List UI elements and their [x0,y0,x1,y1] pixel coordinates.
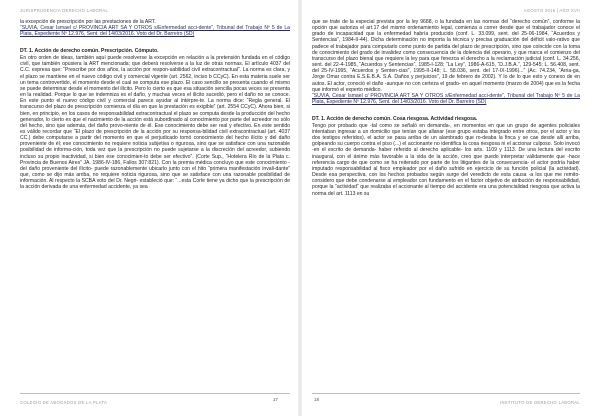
page-number: 18 [314,397,320,402]
section-heading: DT. 1. Acción de derecho común. Prescripción. Cómputo. [20,48,159,55]
page-number: 17 [272,397,278,402]
body-paragraph: Tengo por probado que -tal como se señaló en demanda-, en momentos en que un grupo de agentes policiales intentaban ingresar a un domicilio que tenían que allanar (ese grupo estaba integrado entre otros, por el actor y los dos testigos referidos), el actor se pasa arriba de un alambrado que ro-deaba la finca y se cae desde allí arriba, golpeando su cuerpo contra el piso (...) el accionante no identifica la cosa riesgosa ni el accionar culposo. Solo invocó -en el escrito de demanda- haber referido al derecho aplicable- los arts. 1109 y 1113. De una lectura del escrito inaugural, con el ánimo más favorable a la vida de la acción, creo que puedo interpretar válidamente que -hace referencia cargo de que como se ha reiterado por parte de los litigantes de la consecuencia- el actor podría haber imputado responsabilidad al fisco empleador por el daño sufrido en ejercicio de su función policial (la actividad). Desde esa perspectiva, con los hechos probados según surge del veredicto de esta causa -a los que me remito- considero que debe condenarse al empleador con fundamento en el factor objetivo de atribución de responsabilidad, porque la “actividad” que realizaba el accionante al tiempo del accidente era una potencialidad riesgosa que activa la norma del art. 1113 en su [312,122,580,197]
footer-rule [312,393,580,394]
case-citation: “SUVIA, Cesar Ismael c/ PROVINCIA ART SA Y OTROS s/Enfermedad acci-dente”, Tribunal del Trabajo Nº 5 de La Plata, Expediente Nº 12.976, Sent. del 14/03/2016. Voto del Dr. Barreiro (SD) [20,25,290,38]
page-footer: INSTITUTO DE DERECHO LABORAL [500,400,580,405]
case-citation: “SUVIA, Cesar Ismael c/ PROVINCIA ART SA Y OTROS s/Enfermedad acci-dente”, Tribunal del Trabajo Nº 5 de La Plata, Expediente Nº 12.976, Sent. del 14/03/2016. Voto del Dr. Barreiro (SD) [312,92,580,106]
right-page [300,0,600,416]
running-head: AGOSTO 2016 | AÑO XVII [523,8,580,13]
body-paragraph: que se trate de la especial prevista por la ley 9688, o la fundada en las normas del “derecho común”, conforme la opción que autoriza el art.17 del mismo ordenamiento legal, comienza a correr desde que el trabajador conoce el grado de incapacidad que la enfermedad habría producido (conf. L. 33.099, sent. del 25-06-1984, “Acuerdos y Sentencias”, 1984-II-44). Dicha determinación no importa la técnica y precisa graduación del déficit valo-rativo que padece el trabajador para computarlo como punto de partida del plazo de prescripción, sino que coincide con la toma de conocimiento del grado de invalidez como consecuencia de la dolencia del operario, y que marca el comienzo del transcurso del plazo bienal que requiere la ley para que fenezca el derecho a la reclamación judicial (conf. L. 34.256, sent. del 22-4-1985, “Acuerdos y Sentencias”, 1985-I-128; “La Ley”, 1986-A-615, “D.J.B.A.”, 129-545; L. 56.408, sent. del 25-IV-1995, “Acuerdos y Senten-cias”, 1995-II-148; L. 58.036, sent. del 17-IX-1996)...” (Ac. 74.234, “Arria-ga, Jorge Omar contra E.S.E.B.A. S.A. Daños y perjuicios”, 19 de febrero de 2002). Y lo de lo que esto y conexo de en autos. El actor, conoció el daño -aunque no con certeza el grado- en aquel momento (marzo de 2004) que es la fecha que informó el experto médico. [312,19,580,93]
footer-rule [20,393,290,394]
page-footer: COLEGIO DE ABOGADOS DE LA PLATA [20,400,108,405]
section-heading: DT. 1. Acción de derecho común. Cosa riesgosa. Actividad riesgosa. [312,116,478,123]
page-body [312,19,580,386]
running-head: JURISPRUDENCIA DERECHO LABORAL [20,8,109,13]
page-body [20,19,290,386]
intro-text: la excepción de prescripción por las prestaciones de la ART. [20,19,156,25]
body-paragraph: En otro orden de ideas, también aquí puede resolverse la excepción en relación a la pretensión fundada en el código civil, que también opusiera la ART mencionada; que deberá resolverse a la luz de otras normas. El artículo 4037 del C.C. expresa que: “Prescribe por dos años, la acción por respon-sabilidad civil extracontractual”. La norma es clara, y el plazo se mantiene en el nuevo código civil y comercial vigente (art. 2562, inciso b CCyC). En esta materia suele ser un tema controvertido, el momento desde el cual se computa ese plazo. El caso sencillo se presenta cuando el mismo se puede determinar desde el momento del ilícito. Pero lo cierto es que esa situación sencilla pocas veces se presenta en la realidad. Porque lo que se indemniza es el daño, y muchas veces el ilícito sucedió, pero el daño no se conoce. En este punto el nuevo código civil y comercial parece ayudar al intérpre-te. La norma dice: “Regla general. El transcurso del plazo de prescripción comienza el día en que la prestación es exigible” (art. 2554 CCyC). Ahora bien, si bien, en principio, en los casos de responsabilidad extracontractual el plazo se computa desde la producción del hecho generador, lo cierto es que el nacimiento de la acción está subordinado al conocimiento por parte del acreedor no sólo del hecho, sino que además, del daño provo-niente de él. Ese conocimiento debe ser real y efectivo. En este sentido es válido recordar que “El plazo de prescripción de la acción por su responsa-bilidad civil extracontractual (art. 4037 CC.) debe computarse a partir del momento en que el perjudicado tomó conocimiento del hecho ilícito y del daño proveniente de él; ese conocimiento no requiere noticia subjetiva o rigurosa, sino que se satisface con una razonable posibilidad de informa-ción, toda vez que la prescripción no puede sujetarse a la discreción del acreedor, subiendo incluso su propio inactividad, si bien ese conocimien-to debe ser efectivo”. (Corte Sup., “Hotelera Río de la Plata c. Provincia de Buenos Aires” JA. 1986-IV-186, Fallos 307:821). Con la premia médica concluyo que este conocimiento -del daño proveniente del ilícito- puede razonablemente ubicarlo junto con el hito “primera manifestación invali-dante” que, como se dijo más arriba, no requiere noticia rigurosa, sino que se satisface con una razonable posibilidad de información. Al respecto la SCBA voto del Dr. Negri- estableció que: “...esta Corte tiene ya dicho que la prescripción de la acción derivada de una enfermedad accidente, ya sea [20,55,290,191]
